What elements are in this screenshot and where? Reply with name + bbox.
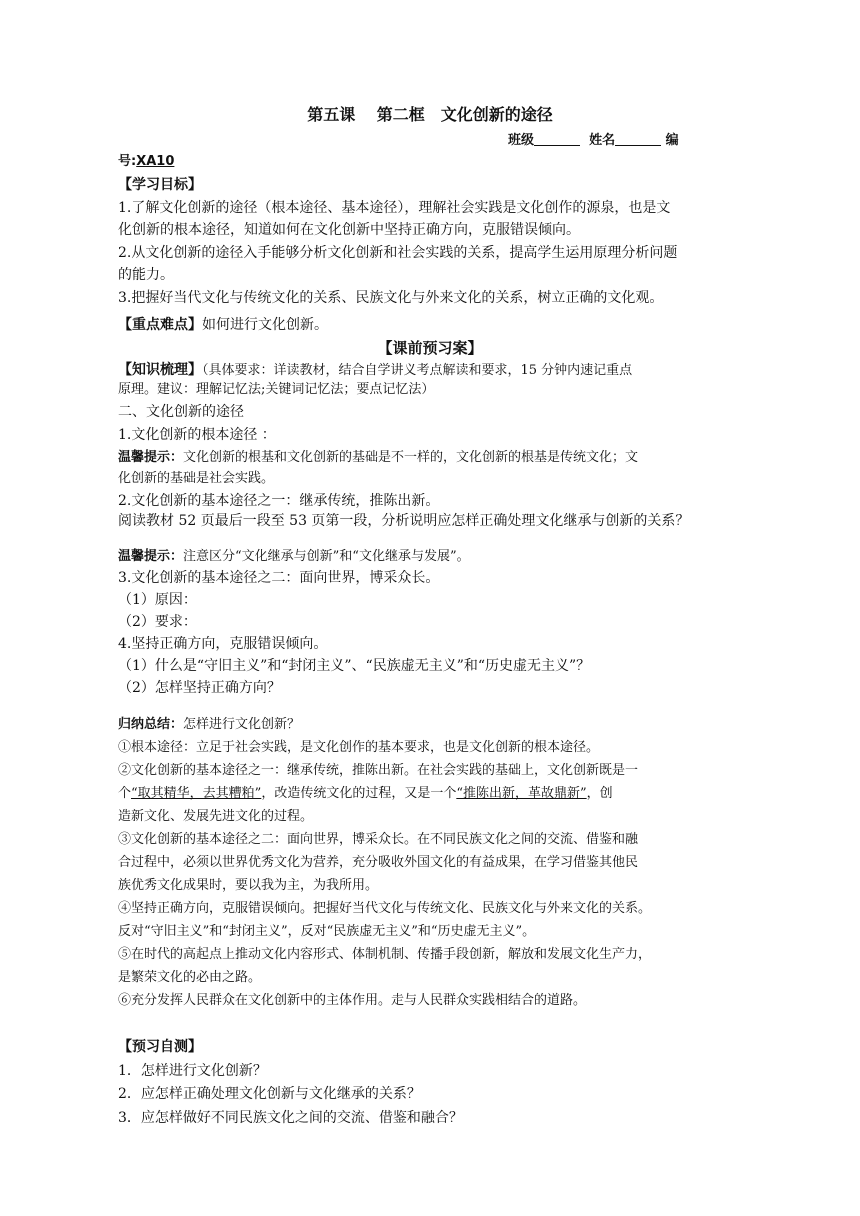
tip-2-label: 温馨提示： [118,549,184,564]
self-test-q3: 3．应怎样做好不同民族文化之间的交流、借鉴和融合？ [118,1110,463,1126]
edit-label: 编 [665,133,679,148]
item-3: 3.文化创新的基本途径之二：面向世界，博采众长。 [118,570,440,586]
objective-line: 3.把握好当代文化与传统文化的关系、民族文化与外来文化的关系，树立正确的文化观。 [118,290,664,306]
item-3-requirement: （2）要求： [118,614,197,630]
lesson-title: 第五课 第二框 文化创新的途径 [307,105,553,124]
summary-p5-a: ⑤在时代的高起点上推动文化内容形式、体制机制、传播手段创新，解放和发展文化生产力， [118,947,652,962]
class-blank [534,131,580,146]
tip-2-line [118,546,738,568]
key-points-text: 如何进行文化创新。 [202,317,328,333]
preview-heading: 【课前预习案】 [377,339,483,357]
key-points-heading: 【重点难点】 [118,317,202,333]
summary-label: 归纳总结： [118,717,184,732]
summary-text: ，改造传统文化的过程，又是一个 [261,786,457,801]
objectives-heading: 【学习目标】 [118,177,202,193]
number-label: 号: [118,154,137,169]
knowledge-text-2: 原理。建议：理解记忆法;关键词记忆法；要点记忆法） [118,382,435,397]
summary-p5-b: 是繁荣文化的必由之路。 [118,970,262,985]
tip-1-text: 文化创新的根基和文化创新的基础是不一样的，文化创新的根基是传统文化；文 [183,450,639,465]
name-blank [615,131,661,146]
section-title: 二、文化创新的途径 [118,404,244,420]
tip-2-text: 注意区分“文化继承与创新”和“文化继承与发展”。 [183,549,470,564]
summary-p3-a: ③文化创新的基本途径之二：面向世界，博采众长。在不同民族文化之间的交流、借鉴和融 [118,832,639,847]
class-name-line [508,130,679,152]
summary-question: 怎样进行文化创新？ [183,717,301,732]
self-test-heading: 【预习自测】 [118,1039,202,1055]
summary-p2-c: 造新文化、发展先进文化的过程。 [118,809,314,824]
number-line [118,151,738,173]
objective-line: 化创新的根本途径，知道如何在文化创新中坚持正确方向，克服错误倾向。 [118,222,580,238]
item-3-reason: （1）原因： [118,592,197,608]
number-value: XA10 [136,154,175,169]
summary-text: 个 [118,786,132,801]
underlined-phrase: “取其精华，去其糟粕” [131,786,262,801]
summary-text: ，创 [586,786,613,801]
item-2: 2.文化创新的基本途径之一：继承传统，推陈出新。 [118,493,440,509]
tip-1-label: 温馨提示： [118,450,184,465]
item-4-question-1: （1）什么是“守旧主义”和“封闭主义”、“民族虚无主义”和“历史虚无主义”？ [118,658,591,674]
item-2-read: 阅读教材 52 页最后一段至 53 页第一段，分析说明应怎样正确处理文化继承与创新的关系？ [118,513,690,529]
self-test-q1: 1．怎样进行文化创新？ [118,1063,267,1079]
self-test-q2: 2．应怎样正确处理文化创新与文化继承的关系？ [118,1086,421,1102]
class-label: 班级 [508,133,535,148]
item-4-question-2: （2）怎样坚持正确方向？ [118,680,281,696]
summary-p1: ①根本途径：立足于社会实践，是文化创作的基本要求，也是文化创新的根本途径。 [118,740,600,755]
summary-p2-b [118,783,738,805]
summary-line [118,714,738,736]
knowledge-heading: 【知识梳理】 [118,362,202,378]
objective-line: 2.从文化创新的途径入手能够分析文化创新和社会实践的关系，提高学生运用原理分析问题 [118,245,678,261]
objective-line: 的能力。 [118,267,174,283]
summary-p6: ⑥充分发挥人民群众在文化创新中的主体作用。走与人民群众实践相结合的道路。 [118,993,587,1008]
tip-1-line [118,447,738,469]
knowledge-text: （具体要求：详读教材，结合自学讲义考点解读和要求，15 分钟内速记重点 [202,363,633,378]
key-points-line [118,314,738,336]
item-1: 1.文化创新的根本途径 ： [118,427,276,443]
summary-p4-a: ④坚持正确方向，克服错误倾向。把握好当代文化与传统文化、民族文化与外来文化的关系。 [118,901,652,916]
tip-1-text-2: 化创新的基础是社会实践。 [118,471,275,486]
summary-p3-b: 合过程中，必须以世界优秀文化为营养，充分吸收外国文化的有益成果，在学习借鉴其他民 [118,855,639,870]
summary-p4-b: 反对“守旧主义”和“封闭主义”，反对“民族虚无主义”和“历史虚无主义”。 [118,924,536,939]
summary-p3-c: 族优秀文化成果时，要以我为主，为我所用。 [118,878,379,893]
underlined-phrase: “推陈出新，革故鼎新” [456,786,587,801]
objective-line: 1.了解文化创新的途径（根本途径、基本途径），理解社会实践是文化创作的源泉，也是文 [118,200,671,216]
item-4: 4.坚持正确方向，克服错误倾向。 [118,636,328,652]
name-label: 姓名 [589,133,616,148]
summary-p2-a: ②文化创新的基本途径之一：继承传统，推陈出新。在社会实践的基础上，文化创新既是一 [118,763,639,778]
